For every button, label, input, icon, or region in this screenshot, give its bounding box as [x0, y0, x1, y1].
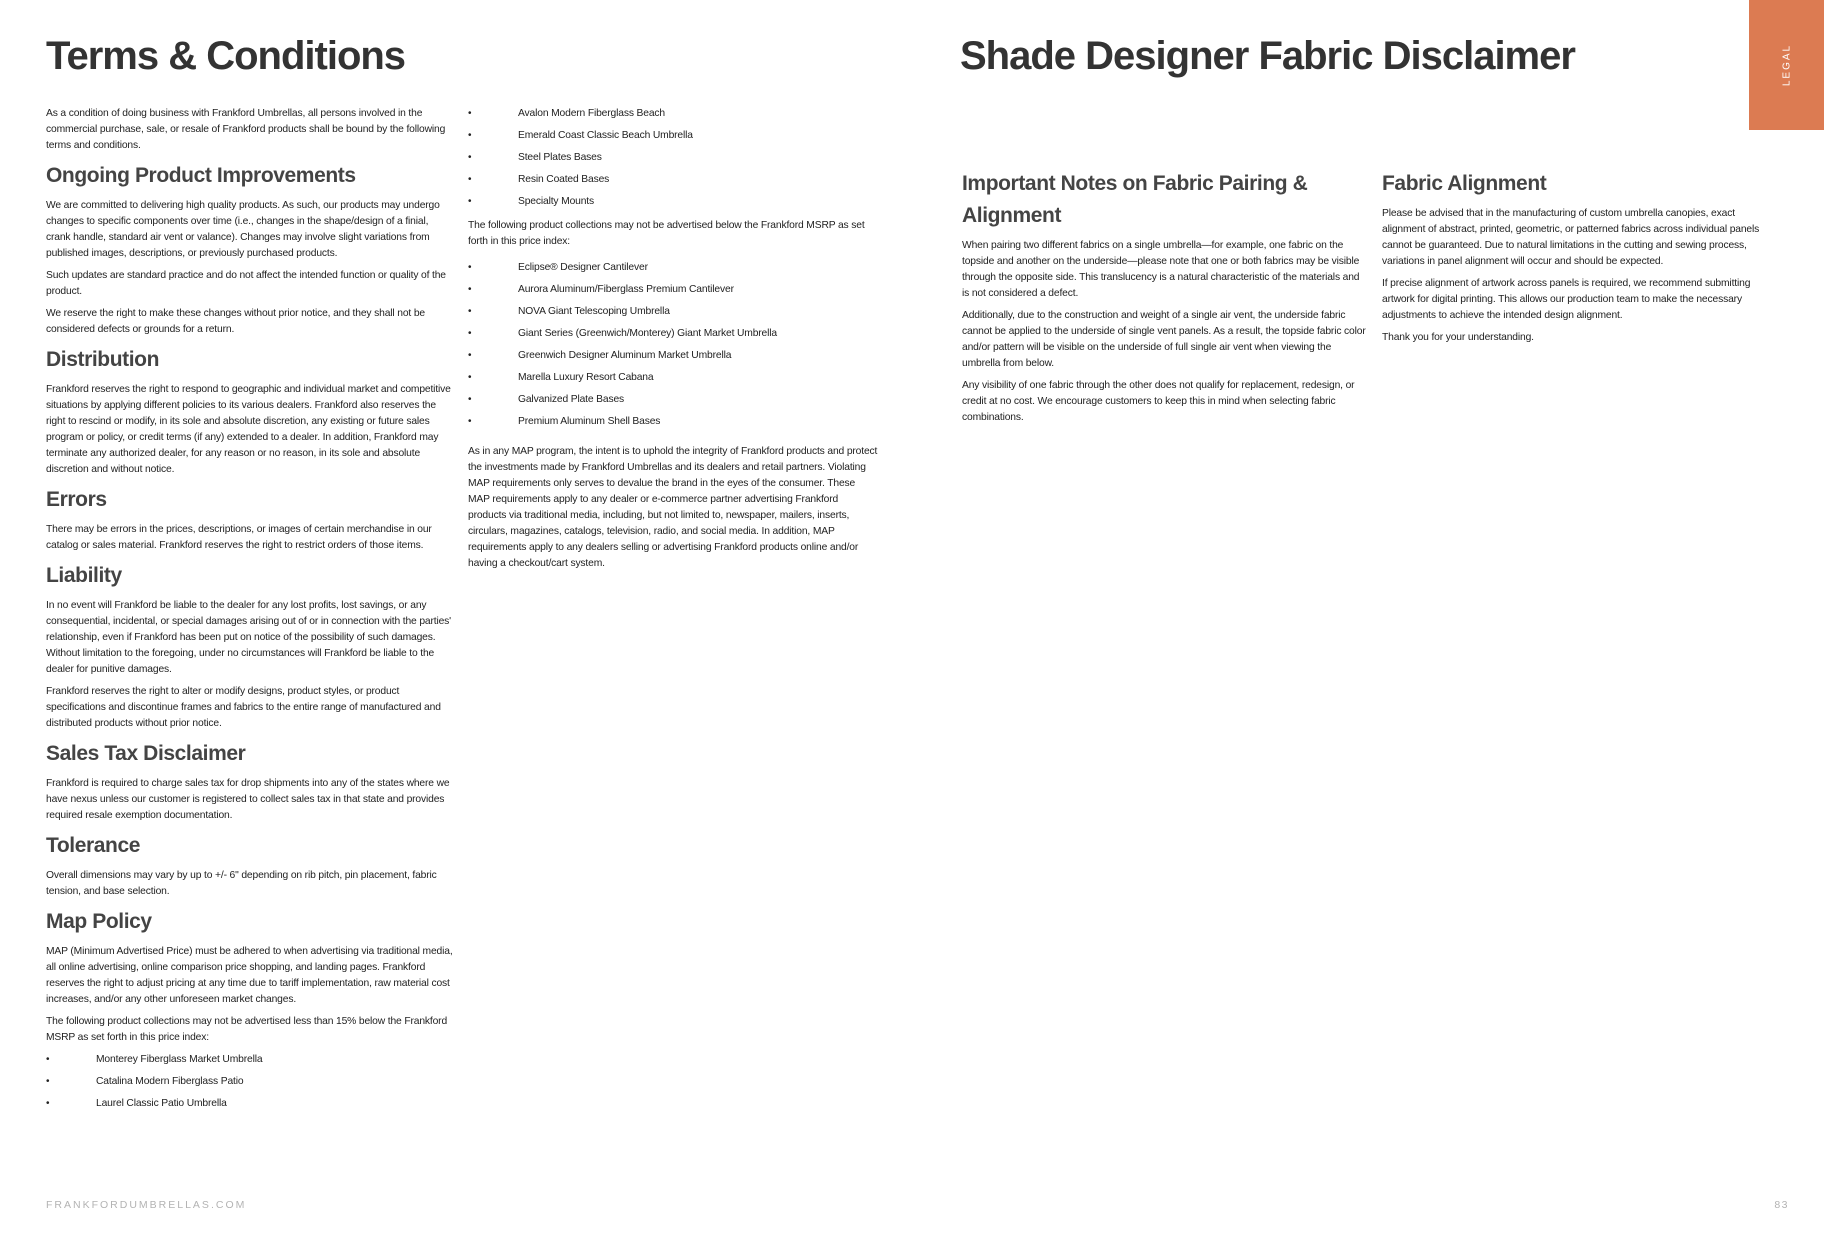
- alignment-paragraph-1: Please be advised that in the manufacturing of custom umbrella canopies, exact alignment of abstract, printed, geometric, or patterned fabrics across individual panels cannot be guaranteed. Due to natural limitations in the cutting and sewing process, variations in panel alignment will occur and should be expected.: [1382, 208, 1760, 267]
- errors-paragraph: There may be errors in the prices, descriptions, or images of certain merchandise in our catalog or sales material. Frankford reserves the right to restrict orders of those items.: [46, 524, 432, 551]
- legal-section-tab: [1749, 0, 1824, 130]
- list-item: • Catalina Modern Fiberglass Patio: [46, 1074, 454, 1090]
- page-title-fabric-disclaimer: Shade Designer Fabric Disclaimer: [960, 34, 1575, 78]
- map-list-15-percent-part-1: [46, 1052, 454, 1112]
- ongoing-paragraph-1: We are committed to delivering high quality products. As such, our products may undergo changes to specific components over time (i.e., changes in the shape/design of a finial, crank handle, standard air vent or valance). Changes may involve slight variations from published images, descriptions, or previously purchased products.: [46, 200, 440, 259]
- footer-website: FRANKFORDUMBRELLAS.COM: [46, 1199, 247, 1211]
- heading-errors: Errors: [46, 488, 107, 511]
- ongoing-paragraph-3: We reserve the right to make these changes without prior notice, and they shall not be considered defects or grounds for a return.: [46, 308, 425, 335]
- list-item: • Steel Plates Bases: [468, 150, 878, 166]
- map-paragraph-3: The following product collections may not be advertised below the Frankford MSRP as set forth in this price index:: [468, 220, 865, 247]
- terms-column-1: [46, 106, 454, 1120]
- terms-column-2: [468, 106, 878, 578]
- alignment-paragraph-3: Thank you for your understanding.: [1382, 332, 1534, 343]
- list-item: • Monterey Fiberglass Market Umbrella: [46, 1052, 454, 1068]
- map-paragraph-4: As in any MAP program, the intent is to uphold the integrity of Frankford products and protect the investments made by Frankford Umbrellas and its dealers and retail partners. Violating MAP requirements only serves to devalue the brand in the eyes of the consumer. These MAP requirements apply to any dealer or e-commerce partner advertising Frankford products via traditional media, including, but not limited to, newspaper, mailers, inserts, circulars, magazines, catalogs, television, radio, and social media. In addition, MAP requirements apply to any dealers selling or advertising Frankford products online and/or having a checkout/cart system.: [468, 446, 878, 569]
- heading-tolerance: Tolerance: [46, 834, 141, 857]
- legal-tab-label: LEGAL: [1781, 43, 1792, 87]
- pairing-paragraph-3: Any visibility of one fabric through the other does not qualify for replacement, redesign, or credit at no cost. We encourage customers to keep this in mind when selecting fabric combinations.: [962, 380, 1355, 423]
- heading-distribution: Distribution: [46, 348, 160, 371]
- fabric-column-2: [1382, 168, 1772, 352]
- heading-sales-tax: Sales Tax Disclaimer: [46, 742, 246, 765]
- tolerance-paragraph: Overall dimensions may vary by up to +/- 6" depending on rib pitch, pin placement, fabric tension, and base selection.: [46, 870, 437, 897]
- map-paragraph-2: The following product collections may not be advertised less than 15% below the Frankford MSRP as set forth in this price index:: [46, 1016, 448, 1043]
- alignment-paragraph-2: If precise alignment of artwork across panels is required, we recommend submitting artwork for digital printing. This allows our production team to make the necessary adjustments to achieve the intended design alignment.: [1382, 278, 1751, 321]
- heading-fabric-alignment: Fabric Alignment: [1382, 172, 1547, 195]
- heading-fabric-pairing: Important Notes on Fabric Pairing & Alignment: [962, 172, 1308, 227]
- map-paragraph-1: MAP (Minimum Advertised Price) must be adhered to when advertising via traditional media, all online advertising, online comparison price shopping, and landing pages. Frankford reserves the right to adjust pricing at any time due to tariff implementation, raw material cost increases, and/or any other unforeseen market changes.: [46, 946, 453, 1005]
- list-item: • Premium Aluminum Shell Bases: [468, 414, 878, 430]
- map-list-15-percent-part-2: [468, 106, 878, 210]
- list-item: • Resin Coated Bases: [468, 172, 878, 188]
- liability-paragraph-2: Frankford reserves the right to alter or modify designs, product styles, or product specifications and discontinue frames and fabrics to the entire range of manufactured and distributed products without prior notice.: [46, 686, 441, 729]
- list-item: • Emerald Coast Classic Beach Umbrella: [468, 128, 878, 144]
- list-item: • Aurora Aluminum/Fiberglass Premium Cantilever: [468, 282, 878, 298]
- heading-map-policy: Map Policy: [46, 910, 152, 933]
- list-item: • Marella Luxury Resort Cabana: [468, 370, 878, 386]
- terms-intro: As a condition of doing business with Frankford Umbrellas, all persons involved in the commercial purchase, sale, or resale of Frankford products shall be bound by the following terms and conditions.: [46, 108, 446, 151]
- list-item: • Laurel Classic Patio Umbrella: [46, 1096, 454, 1112]
- pairing-paragraph-2: Additionally, due to the construction and weight of a single air vent, the underside fabric cannot be applied to the underside of single vent panels. As a result, the topside fabric color and/or pattern will be visible on the underside of full single air vent when viewing the umbrella from below.: [962, 310, 1366, 369]
- heading-liability: Liability: [46, 564, 122, 587]
- list-item: • Avalon Modern Fiberglass Beach: [468, 106, 878, 122]
- list-item: • Eclipse® Designer Cantilever: [468, 260, 878, 276]
- list-item: • Galvanized Plate Bases: [468, 392, 878, 408]
- footer-page-number: 83: [1774, 1199, 1789, 1211]
- liability-paragraph-1: In no event will Frankford be liable to the dealer for any lost profits, lost savings, or any consequential, incidental, or special damages arising out of or in connection with the parties' relationship, even if Frankford has been put on notice of the possibility of such damages. Without limitation to the foregoing, under no circumstances will Frankford be liable to the dealer for punitive damages.: [46, 600, 451, 675]
- list-item: • Giant Series (Greenwich/Monterey) Giant Market Umbrella: [468, 326, 878, 342]
- list-item: • NOVA Giant Telescoping Umbrella: [468, 304, 878, 320]
- pairing-paragraph-1: When pairing two different fabrics on a single umbrella—for example, one fabric on the topside and another on the underside—please note that one or both fabrics may be visible through the opposite side. This translucency is a natural characteristic of the materials and is not considered a defect.: [962, 240, 1360, 299]
- list-item: • Specialty Mounts: [468, 194, 878, 210]
- ongoing-paragraph-2: Such updates are standard practice and do not affect the intended function or quality of the product.: [46, 270, 446, 297]
- heading-ongoing-improvements: Ongoing Product Improvements: [46, 164, 356, 187]
- fabric-column-1: [962, 168, 1367, 432]
- sales-tax-paragraph: Frankford is required to charge sales tax for drop shipments into any of the states where we have nexus unless our customer is registered to collect sales tax in that state and provides required resale exemption documentation.: [46, 778, 450, 821]
- list-item: • Greenwich Designer Aluminum Market Umbrella: [468, 348, 878, 364]
- page-title-terms: Terms & Conditions: [46, 34, 406, 78]
- map-list-msrp: [468, 260, 878, 430]
- distribution-paragraph: Frankford reserves the right to respond to geographic and individual market and competitive situations by applying different policies to its various dealers. Frankford also reserves the right to rescind or modify, in its sole and absolute discretion, any existing or future sales program or policy, or credit terms (if any) extended to a dealer. In addition, Frankford may terminate any authorized dealer, for any reason or no reason, in its sole and absolute discretion and without notice.: [46, 384, 451, 475]
